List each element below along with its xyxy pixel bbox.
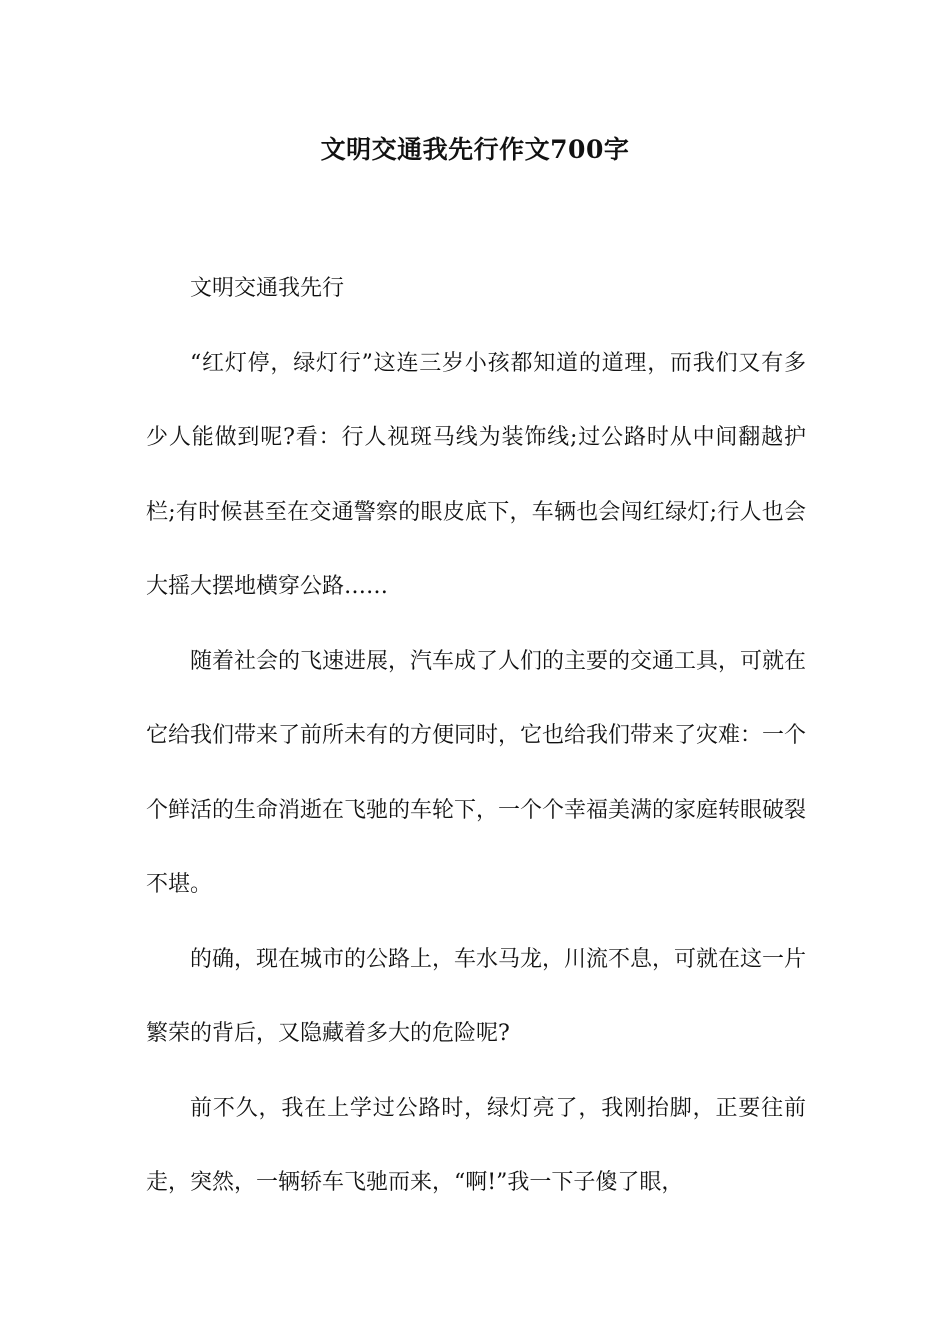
essay-subtitle: 文明交通我先行 — [190, 276, 345, 301]
paragraph: 随着社会的飞速进展，汽车成了人们的主要的交通工具，可就在它给我们带来了前所未有的方便同时，它也给我们带来了灾难：一个个鲜活的生命消逝在飞驰的车轮下，一个个幸福美满的家庭转眼破裂不堪。 — [146, 648, 807, 897]
paragraph: 前不久，我在上学过公路时，绿灯亮了，我刚抬脚，正要往前走，突然，一辆轿车飞驰而来，“啊!”我一下子傻了眼， — [146, 1095, 806, 1195]
document-body — [146, 252, 806, 1221]
document-title: 文明交通我先行作文700字 — [320, 135, 630, 164]
paragraph: “红灯停，绿灯行”这连三岁小孩都知道的道理，而我们又有多少人能做到呢?看：行人视斑马线为装饰线;过公路时从中间翻越护栏;有时候甚至在交通警察的眼皮底下，车辆也会闯红绿灯;行人也会大摇大摆地横穿公路…… — [146, 350, 806, 599]
paragraph: 的确，现在城市的公路上，车水马龙，川流不息，可就在这一片繁荣的背后，又隐藏着多大的危险呢? — [146, 946, 807, 1046]
